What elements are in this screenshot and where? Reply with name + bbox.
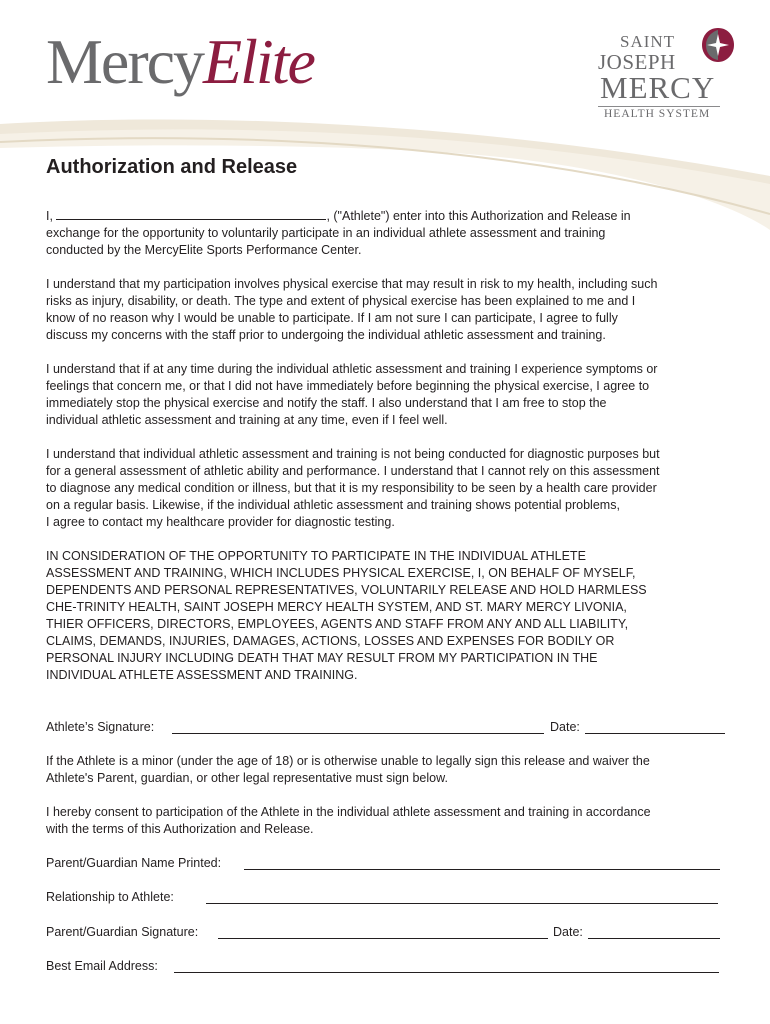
logo-divider	[598, 106, 720, 107]
intro-line-3: conducted by the MercyElite Sports Performance Center.	[46, 243, 362, 257]
logo-saint: SAINT	[620, 32, 676, 51]
intro-prefix: I,	[46, 209, 53, 223]
page-title: Authorization and Release	[46, 156, 298, 178]
athlete-name-blank[interactable]	[56, 207, 326, 220]
athlete-date-line[interactable]	[585, 733, 725, 734]
intro-line-1	[46, 207, 736, 225]
paragraph-line: Athlete's Parent, guardian, or other legal representative must sign below.	[46, 771, 448, 785]
logo-joseph: JOSEPH	[598, 50, 676, 74]
paragraph-line: individual athletic assessment and training at any time, even if I feel well.	[46, 413, 448, 427]
paragraph-line: risks as injury, disability, or death. The type and extent of physical exercise has been explained to me and I	[46, 294, 636, 308]
paragraph-line: feelings that concern me, or that I did not have immediately before beginning the physical exercise, I agree to	[46, 379, 650, 393]
athlete-date-label: Date:	[550, 720, 580, 734]
paragraph-line: IN CONSIDERATION OF THE OPPORTUNITY TO PARTICIPATE IN THE INDIVIDUAL ATHLETE	[46, 549, 586, 563]
logo-mercy-text: Mercy	[46, 26, 204, 97]
paragraph-line: THIER OFFICERS, DIRECTORS, EMPLOYEES, AGENTS AND STAFF FROM ANY AND ALL LIABILITY,	[46, 617, 629, 631]
paragraph-line: immediately stop the physical exercise and notify the staff. I also understand that I am free to stop the	[46, 396, 607, 410]
paragraph-line: I agree to contact my healthcare provider for diagnostic testing.	[46, 515, 395, 529]
paragraph-line: for a general assessment of athletic ability and performance. I understand that I cannot rely on this assessment	[46, 464, 660, 478]
parent-name-line[interactable]	[244, 869, 720, 870]
paragraph-line: INDIVIDUAL ATHLETE ASSESSMENT AND TRAINING.	[46, 668, 358, 682]
minor-paragraph	[46, 753, 736, 787]
risk-paragraph	[46, 276, 736, 344]
relationship-label: Relationship to Athlete:	[46, 890, 174, 904]
intro-line-2: exchange for the opportunity to voluntarily participate in an individual athlete assessment and training	[46, 226, 606, 240]
parent-date-label: Date:	[553, 925, 583, 939]
athlete-signature-line[interactable]	[172, 733, 544, 734]
logo-mercy: MERCY	[600, 70, 716, 105]
athlete-signature-label: Athlete’s Signature:	[46, 720, 155, 734]
parent-signature-line[interactable]	[218, 938, 548, 939]
paragraph-line: to diagnose any medical condition or illness, but that it is my responsibility to be seen by a health care provider	[46, 481, 657, 495]
intro-suffix: , ("Athlete") enter into this Authorization and Release in	[326, 209, 631, 223]
paragraph-line: I understand that if at any time during the individual athletic assessment and training I experience symptoms or	[46, 362, 658, 376]
relationship-line[interactable]	[206, 903, 718, 904]
parent-date-line[interactable]	[588, 938, 720, 939]
consent-paragraph	[46, 804, 736, 838]
paragraph-line: I understand that my participation involves physical exercise that may result in risk to my health, including such	[46, 277, 658, 291]
mercyelite-logo	[46, 26, 314, 97]
paragraph-line: DEPENDENTS AND PERSONAL REPRESENTATIVES, VOLUNTARILY RELEASE AND HOLD HARMLESS	[46, 583, 647, 597]
email-label: Best Email Address:	[46, 959, 158, 973]
paragraph-line: I hereby consent to participation of the Athlete in the individual athlete assessment and training in accordance	[46, 805, 651, 819]
logo-health-system: HEALTH SYSTEM	[604, 108, 711, 120]
paragraph-line: know of no reason why I would be unable to participate. If I am not sure I can participate, I agree to fully	[46, 311, 618, 325]
email-line[interactable]	[174, 972, 719, 973]
parent-name-label: Parent/Guardian Name Printed:	[46, 856, 222, 870]
parent-signature-label: Parent/Guardian Signature:	[46, 925, 199, 939]
intro-paragraph	[46, 207, 736, 259]
logo-elite-text: Elite	[203, 26, 314, 97]
paragraph-line: CLAIMS, DEMANDS, INJURIES, DAMAGES, ACTIONS, LOSSES AND EXPENSES FOR BODILY OR	[46, 634, 615, 648]
symptoms-paragraph	[46, 361, 736, 429]
diagnostic-paragraph	[46, 446, 736, 531]
release-paragraph	[46, 548, 736, 684]
saint-joseph-mercy-logo	[596, 24, 736, 124]
paragraph-line: ASSESSMENT AND TRAINING, WHICH INCLUDES PHYSICAL EXERCISE, I, ON BEHALF OF MYSELF,	[46, 566, 636, 580]
paragraph-line: PERSONAL INJURY INCLUDING DEATH THAT MAY RESULT FROM MY PARTICIPATION IN THE	[46, 651, 598, 665]
paragraph-line: on a regular basis. Likewise, if the individual athletic assessment and training shows potential problems,	[46, 498, 620, 512]
cross-emblem-icon	[700, 26, 736, 64]
paragraph-line: If the Athlete is a minor (under the age of 18) or is otherwise unable to legally sign this release and waiver the	[46, 754, 650, 768]
paragraph-line: with the terms of this Authorization and Release.	[46, 822, 314, 836]
paragraph-line: CHE-TRINITY HEALTH, SAINT JOSEPH MERCY HEALTH SYSTEM, AND ST. MARY MERCY LIVONIA,	[46, 600, 627, 614]
paragraph-line: I understand that individual athletic assessment and training is not being conducted for diagnostic purposes but	[46, 447, 660, 461]
paragraph-line: discuss my concerns with the staff prior to undergoing the individual athletic assessment and training.	[46, 328, 606, 342]
